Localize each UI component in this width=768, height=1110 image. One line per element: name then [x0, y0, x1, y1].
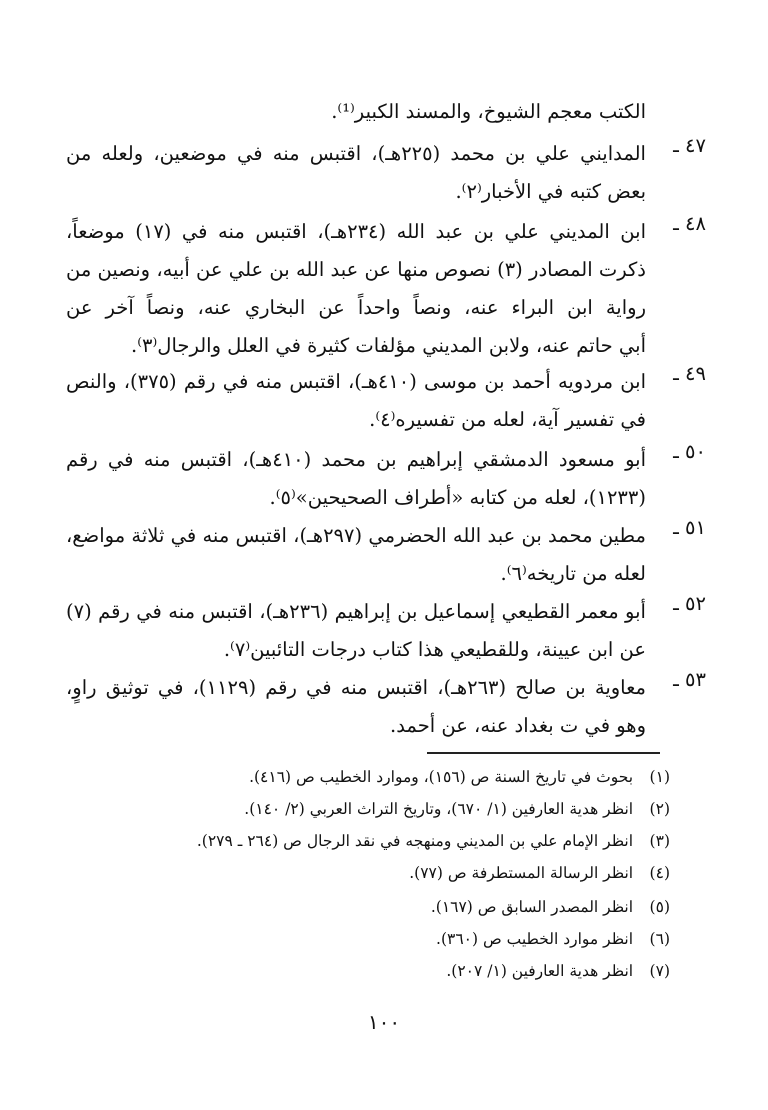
- footnote-number: (٧): [649, 962, 670, 980]
- footnote-text: انظر الرسالة المستطرفة ص (٧٧).: [409, 864, 634, 882]
- footnote-1: [70, 762, 670, 792]
- entry-number: ٤٧ ـ: [673, 134, 706, 157]
- entry-line: أبو معمر القطيعي إسماعيل بن إبراهيم (٢٣٦هـ)، اقتبس منه في رقم (٧): [66, 600, 646, 623]
- entry-line: رواية ابن البراء عنه، ونصاً واحداً عن البخاري عنه، ونصاً آخر عن: [66, 296, 646, 319]
- entry-line: الكتب معجم الشيوخ، والمسند الكبير⁽¹⁾.: [331, 100, 646, 123]
- footnote-text: انظر هدية العارفين (١/ ٦٧٠)، وتاريخ التراث العربي (٢/ ١٤٠).: [244, 800, 634, 818]
- entry-line: في تفسير آية، لعله من تفسيره⁽٤⁾.: [369, 408, 646, 431]
- entry-number: ٥٣ ـ: [673, 668, 706, 691]
- footnote-number: (٣): [649, 832, 670, 850]
- entry-line: معاوية بن صالح (٢٦٣هـ)، اقتبس منه في رقم (١١٢٩)، في توثيق راوٍ،: [66, 676, 646, 699]
- footnote-text: انظر المصدر السابق ص (١٦٧).: [430, 898, 634, 916]
- footnote-4: [70, 858, 670, 888]
- entry-number: ٥٢ ـ: [673, 592, 706, 615]
- entry-line: مطين محمد بن عبد الله الحضرمي (٢٩٧هـ)، اقتبس منه في ثلاثة مواضع،: [66, 524, 646, 547]
- entry-number: ٤٩ ـ: [673, 362, 706, 385]
- entry-number: ٥١ ـ: [673, 516, 706, 539]
- entry-line: (١٢٣٣)، لعله من كتابه «أطراف الصحيحين»⁽٥⁾.: [269, 486, 646, 509]
- entry-line: ذكرت المصادر (٣) نصوص منها عن عبد الله بن علي عن أبيه، ونصين من: [66, 258, 646, 281]
- footnote-number: (٥): [649, 898, 670, 916]
- footnote-number: (٦): [649, 930, 670, 948]
- entry-number: ٤٨ ـ: [673, 212, 706, 235]
- entry-number: ٥٠ ـ: [673, 440, 706, 463]
- entry-line: أبي حاتم عنه، ولابن المديني مؤلفات كثيرة في العلل والرجال⁽٣⁾.: [131, 334, 646, 357]
- entry-line: أبو مسعود الدمشقي إبراهيم بن محمد (٤١٠هـ)، اقتبس منه في رقم: [66, 448, 646, 471]
- entry-line: وهو في ت بغداد عنه، عن أحمد.: [390, 714, 646, 737]
- footnote-6: [70, 924, 670, 954]
- footnote-2: [70, 794, 670, 824]
- footnote-3: [70, 826, 670, 856]
- footnote-number: (١): [649, 768, 670, 786]
- entry-line: ابن المديني علي بن عبد الله (٢٣٤هـ)، اقتبس منه في (١٧) موضعاً،: [66, 220, 647, 243]
- footnote-separator: [427, 752, 660, 754]
- footnote-text: انظر هدية العارفين (١/ ٢٠٧).: [446, 962, 634, 980]
- entry-line: لعله من تاريخه⁽٦⁾.: [500, 562, 646, 585]
- entry-line: المدايني علي بن محمد (٢٢٥هـ)، اقتبس منه في موضعين، ولعله من: [66, 142, 646, 165]
- footnote-number: (٤): [649, 864, 670, 882]
- page-number: ١٠٠: [367, 1010, 401, 1034]
- footnote-text: انظر موارد الخطيب ص (٣٦٠).: [436, 930, 634, 948]
- entry-line: بعض كتبه في الأخبار⁽٢⁾.: [455, 180, 646, 203]
- footnote-text: بحوث في تاريخ السنة ص (١٥٦)، وموارد الخطيب ص (٤١٦).: [249, 768, 634, 786]
- footnote-7: [70, 956, 670, 986]
- footnote-number: (٢): [649, 800, 670, 818]
- entry-line: ابن مردويه أحمد بن موسى (٤١٠هـ)، اقتبس منه في رقم (٣٧٥)، والنص: [66, 370, 646, 393]
- footnote-5: [70, 892, 670, 922]
- entry-line: عن ابن عيينة، وللقطيعي هذا كتاب درجات التائبين⁽٧⁾.: [223, 638, 646, 661]
- footnote-text: انظر الإمام علي بن المديني ومنهجه في نقد الرجال ص (٢٦٤ ـ ٢٧٩).: [196, 832, 634, 850]
